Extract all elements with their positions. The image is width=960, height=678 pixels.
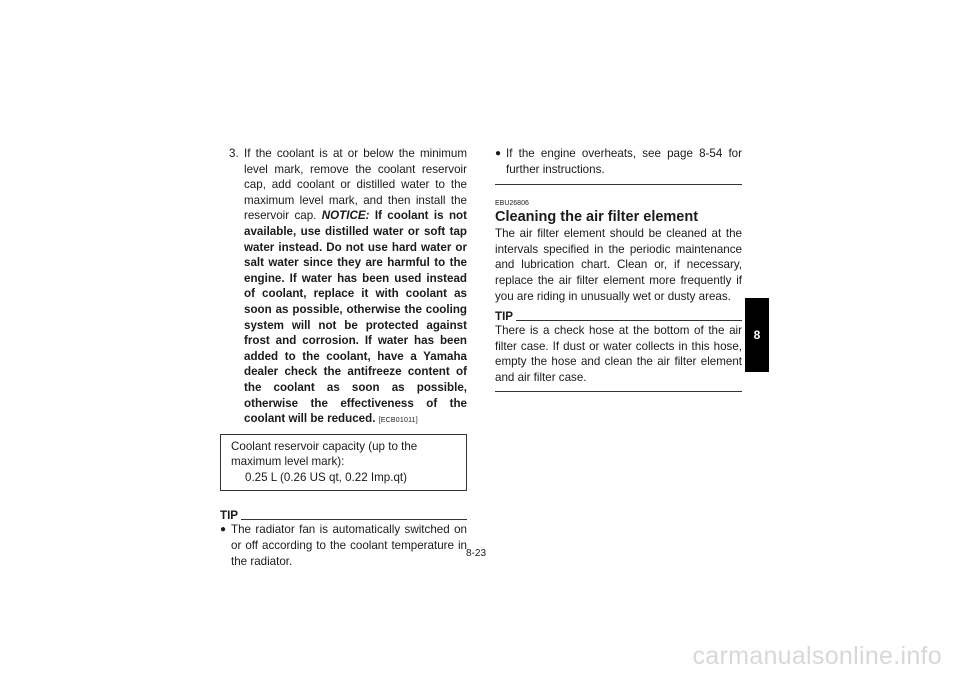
bullet-icon: ● — [495, 148, 502, 159]
tip-label: TIP — [495, 310, 514, 324]
section-text: The air filter element should be cleaned at the intervals specified in the periodic maintenance and lubrication chart. Clean or, if necessary, replace the air filter element more frequently if you are riding in unusually wet or dusty areas. — [495, 227, 742, 303]
spec-label: Coolant reservoir capacity (up to the maximum level mark): — [231, 439, 418, 469]
chapter-tab-label: 8 — [753, 328, 761, 342]
tip-text-right: There is a check hose at the bottom of the air filter case. If dust or water collects in this hose, empty the hose and clean the air filter element and air filter case. — [495, 324, 742, 384]
chapter-tab — [745, 298, 769, 372]
bullet-icon: ● — [220, 524, 227, 536]
step-number: 3. — [229, 147, 239, 160]
tip-header-right — [495, 310, 742, 323]
tip-end-rule — [495, 391, 742, 392]
spec-box — [220, 434, 467, 492]
notice-reference-code: [ECB01011] — [378, 417, 418, 425]
left-column — [220, 146, 467, 569]
tip-rule — [516, 320, 742, 321]
overheat-bullet-text: If the engine overheats, see page 8-54 for further instructions. — [506, 147, 742, 176]
tip-bullet-left — [220, 522, 467, 569]
notice-text: If coolant is not available, use distilled water or soft tap water instead. Do not use hard water or salt water since they are harmful to the engine. If water has been used instead of coolant, replace it with coolant as soon as possible, otherwise the cooling system will not be protected against frost and corrosion. If water has been added to the coolant, have a Yamaha dealer check the antifreeze content of the coolant as soon as possible, otherwise the effectiveness of the coolant will be reduced. — [244, 209, 467, 426]
tip-label: TIP — [220, 509, 239, 523]
notice-label: NOTICE: — [321, 209, 370, 223]
section-heading: Cleaning the air filter element — [495, 209, 699, 226]
divider-rule — [495, 184, 742, 185]
spec-value: 0.25 L (0.26 US qt, 0.22 Imp.qt) — [245, 470, 407, 484]
page-number: 8-23 — [466, 548, 487, 559]
right-column — [495, 146, 742, 392]
tip-bullet-text: The radiator fan is automatically switched on or off according to the coolant temperature in the radiator. — [231, 523, 467, 568]
step-3 — [220, 146, 467, 427]
tip-header-left — [220, 509, 467, 522]
step-text: If the coolant is at or below the minimum level mark, remove the coolant reservoir cap, add coolant or distilled water to the maximum level mark, and then install the reservoir cap. — [244, 147, 467, 223]
watermark: carmanualsonline.info — [692, 642, 942, 670]
overheat-bullet — [495, 146, 742, 177]
tip-rule — [241, 519, 467, 520]
section-code: EBU26806 — [495, 200, 529, 208]
